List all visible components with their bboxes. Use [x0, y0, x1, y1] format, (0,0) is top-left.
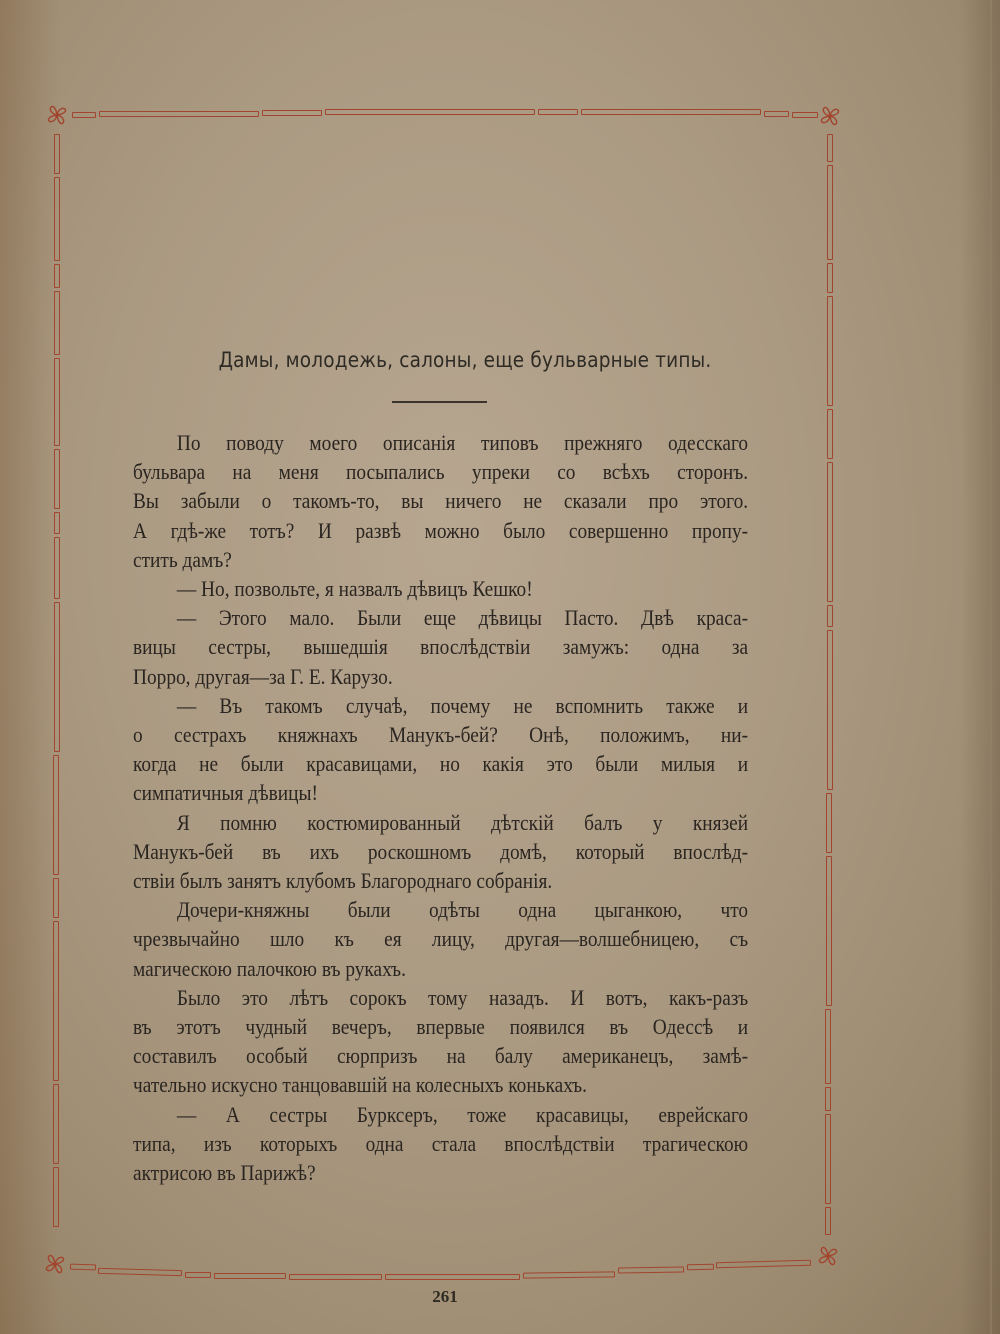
- text-line: Порро, другая—за Г. Е. Карузо.: [133, 663, 393, 689]
- border-segment-top: [792, 112, 818, 118]
- border-segment-top: [538, 109, 578, 115]
- border-segment-right: [826, 856, 832, 1006]
- text-line: чательно искусно танцовавшій на колесныхъ конькахъ.: [133, 1072, 587, 1098]
- border-segment-right: [825, 1009, 831, 1084]
- quatrefoil-flower-icon: [44, 102, 70, 128]
- page-shadow-left: [0, 0, 60, 1334]
- border-segment-left: [54, 537, 60, 599]
- text-line: бульвара на меня посыпались упреки со всѣхъ сторонъ.: [133, 459, 749, 485]
- text-line: Вы забыли о такомъ-то, вы ничего не сказали про этого.: [133, 488, 749, 514]
- border-segment-left: [53, 1167, 59, 1227]
- paragraph: [133, 691, 748, 808]
- border-segment-left: [54, 177, 60, 261]
- paragraph: [133, 574, 748, 603]
- border-segment-top: [325, 109, 535, 115]
- text-line: Было это лѣтъ сорокъ тому назадъ. И вотъ, какъ-разъ: [176, 984, 749, 1010]
- page-shadow-right: [960, 0, 1000, 1334]
- border-segment-left: [54, 602, 60, 752]
- border-segment-right: [827, 605, 833, 627]
- paragraph: [133, 603, 748, 691]
- border-segment-top: [99, 111, 259, 117]
- text-line: — А сестры Бурксеръ, тоже красавицы, еврейскаго: [176, 1101, 749, 1127]
- border-segment-bottom: [185, 1272, 211, 1278]
- border-segment-bottom: [523, 1271, 615, 1278]
- border-segment-right: [827, 165, 833, 260]
- border-segment-left: [54, 512, 60, 534]
- text-line: вицы сестры, вышедшія впослѣдствіи замужъ: одна за: [133, 634, 749, 660]
- border-segment-bottom: [289, 1274, 382, 1280]
- border-segment-bottom: [687, 1264, 714, 1270]
- text-line: Я помню костюмированный дѣтскій балъ у князей: [176, 809, 749, 835]
- border-segment-left: [53, 878, 59, 918]
- border-segment-right: [827, 462, 833, 602]
- border-segment-right: [826, 793, 832, 853]
- border-segment-left: [54, 134, 60, 174]
- text-line: — Этого мало. Были еще дѣвицы Пасто. Двѣ краса-: [176, 605, 749, 631]
- paragraph: [133, 428, 748, 574]
- paragraph: [133, 983, 748, 1100]
- text-line: По поводу моего описанія типовъ прежняго одесскаго: [176, 430, 749, 455]
- paragraph: [133, 1100, 748, 1188]
- text-line: магическою палочкою въ рукахъ.: [133, 955, 406, 981]
- chapter-heading: Дамы, молодежь, салоны, еще бульварные типы.: [218, 348, 712, 372]
- text-line: — Въ такомъ случаѣ, почему не вспомнить также и: [176, 692, 749, 718]
- border-segment-top: [262, 110, 322, 116]
- border-segment-right: [825, 1087, 831, 1111]
- border-segment-bottom: [716, 1260, 811, 1268]
- border-segment-left: [54, 449, 60, 509]
- text-line: — Но, позвольте, я назвалъ дѣвицъ Кешко!: [176, 576, 533, 602]
- border-segment-right: [827, 134, 833, 162]
- paragraph: [133, 808, 748, 896]
- quatrefoil-flower-icon: [817, 103, 843, 129]
- text-line: Дочери-княжны были одѣты одна цыганкою, что: [176, 897, 749, 923]
- border-segment-right: [825, 1114, 831, 1204]
- text-line: составилъ особый сюрпризъ на балу американецъ, замѣ-: [133, 1043, 749, 1069]
- text-line: о сестрахъ княжнахъ Манукъ-бей? Онѣ, положимъ, ни-: [133, 722, 749, 748]
- text-line: когда не были красавицами, но какія это были милыя и: [133, 751, 749, 777]
- border-segment-right: [825, 1207, 831, 1235]
- border-segment-bottom: [385, 1274, 520, 1280]
- text-line: актрисою въ Парижѣ?: [133, 1160, 316, 1186]
- border-segment-right: [827, 296, 833, 406]
- border-segment-top: [581, 109, 761, 115]
- border-segment-bottom: [618, 1266, 684, 1273]
- quatrefoil-flower-icon: [815, 1243, 841, 1269]
- border-segment-left: [53, 1084, 59, 1164]
- text-line: симпатичныя дѣвицы!: [133, 780, 318, 806]
- heading-divider: [392, 401, 487, 403]
- border-segment-left: [54, 264, 60, 288]
- border-segment-right: [827, 263, 833, 293]
- border-segment-left: [53, 755, 59, 875]
- border-segment-left: [54, 358, 60, 446]
- text-line: А гдѣ-же тотъ? И развѣ можно было совершенно пропу-: [133, 517, 749, 543]
- quatrefoil-flower-icon: [42, 1251, 68, 1277]
- border-segment-bottom: [214, 1273, 286, 1279]
- text-line: чрезвычайно шло къ ея лицу, другая—волшебницею, съ: [133, 926, 749, 952]
- border-segment-top: [72, 112, 96, 118]
- text-line: типа, изъ которыхъ одна стала впослѣдствіи трагическою: [133, 1130, 749, 1156]
- border-segment-bottom: [70, 1264, 96, 1271]
- border-segment-top: [764, 111, 789, 117]
- border-segment-right: [827, 630, 833, 790]
- border-segment-right: [827, 409, 833, 459]
- text-line: въ этотъ чудный вечеръ, впервые появился въ Одессѣ и: [133, 1014, 749, 1040]
- text-line: ствіи былъ занятъ клубомъ Благороднаго собранія.: [133, 868, 553, 894]
- page-number: 261: [432, 1287, 458, 1306]
- border-segment-bottom: [98, 1268, 182, 1276]
- paragraph: [133, 895, 748, 983]
- body-text: [133, 428, 748, 1187]
- border-segment-left: [54, 291, 60, 355]
- border-segment-left: [53, 921, 59, 1081]
- page-edge: [990, 0, 992, 1334]
- text-line: стить дамъ?: [133, 546, 232, 572]
- text-line: Манукъ-бей въ ихъ роскошномъ домѣ, который впослѣд-: [133, 838, 749, 864]
